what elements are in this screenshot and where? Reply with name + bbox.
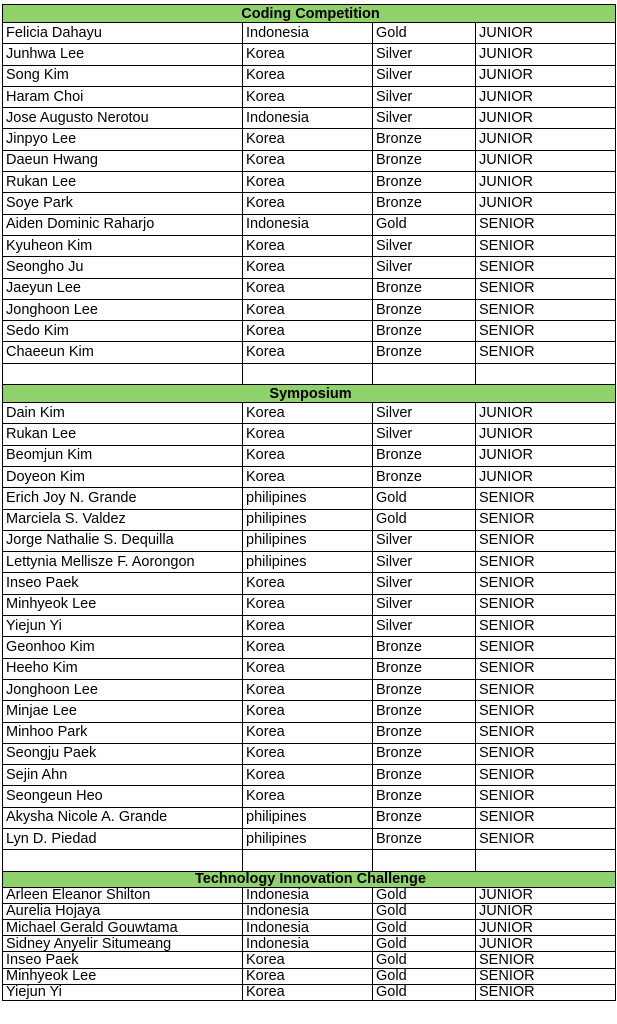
country-cell[interactable]: Indonesia	[243, 108, 373, 129]
medal-cell[interactable]: Gold	[373, 919, 476, 935]
medal-cell[interactable]: Silver	[373, 86, 476, 107]
division-cell[interactable]: SENIOR	[476, 552, 616, 573]
table-row	[3, 172, 616, 193]
table-row	[3, 765, 616, 786]
table-row	[3, 637, 616, 658]
division-cell[interactable]: JUNIOR	[476, 44, 616, 65]
empty-cell[interactable]	[243, 850, 373, 871]
table-row	[3, 257, 616, 278]
medal-cell[interactable]: Gold	[373, 984, 476, 1000]
medal-cell[interactable]: Silver	[373, 594, 476, 615]
name-cell[interactable]: Sidney Anyelir Situmeang	[3, 936, 243, 952]
name-cell[interactable]: Erich Joy N. Grande	[3, 488, 243, 509]
medal-cell[interactable]: Silver	[373, 235, 476, 256]
medal-cell[interactable]: Bronze	[373, 637, 476, 658]
section-1	[3, 385, 616, 872]
medal-cell[interactable]: Bronze	[373, 278, 476, 299]
medal-cell[interactable]: Bronze	[373, 807, 476, 828]
country-cell[interactable]: Korea	[243, 786, 373, 807]
name-cell[interactable]: Geonhoo Kim	[3, 637, 243, 658]
blank-row	[3, 363, 616, 384]
division-cell[interactable]: SENIOR	[476, 765, 616, 786]
name-cell[interactable]: Daeun Hwang	[3, 150, 243, 171]
country-cell[interactable]: Korea	[243, 722, 373, 743]
medal-cell[interactable]: Gold	[373, 952, 476, 968]
section-title[interactable]: Symposium	[3, 385, 616, 403]
division-cell[interactable]: JUNIOR	[476, 172, 616, 193]
division-cell[interactable]: SENIOR	[476, 278, 616, 299]
table-row	[3, 65, 616, 86]
country-cell[interactable]: Indonesia	[243, 936, 373, 952]
country-cell[interactable]: Korea	[243, 235, 373, 256]
country-cell[interactable]: Korea	[243, 65, 373, 86]
division-cell[interactable]: JUNIOR	[476, 403, 616, 424]
name-cell[interactable]: Kyuheon Kim	[3, 235, 243, 256]
medal-cell[interactable]: Bronze	[373, 722, 476, 743]
name-cell[interactable]: Soye Park	[3, 193, 243, 214]
empty-cell[interactable]	[476, 850, 616, 871]
name-cell[interactable]: Jonghoon Lee	[3, 299, 243, 320]
name-cell[interactable]: Arleen Eleanor Shilton	[3, 887, 243, 903]
division-cell[interactable]: JUNIOR	[476, 108, 616, 129]
division-cell[interactable]: SENIOR	[476, 701, 616, 722]
country-cell[interactable]: Korea	[243, 466, 373, 487]
name-cell[interactable]: Seongeun Heo	[3, 786, 243, 807]
division-cell[interactable]: JUNIOR	[476, 23, 616, 44]
medal-cell[interactable]: Gold	[373, 887, 476, 903]
division-cell[interactable]: SENIOR	[476, 743, 616, 764]
medal-cell[interactable]: Bronze	[373, 129, 476, 150]
medal-cell[interactable]: Bronze	[373, 466, 476, 487]
section-header-row	[3, 871, 616, 887]
medal-cell[interactable]: Gold	[373, 936, 476, 952]
name-cell[interactable]: Aurelia Hojaya	[3, 903, 243, 919]
table-row	[3, 193, 616, 214]
table-row	[3, 552, 616, 573]
table-row	[3, 573, 616, 594]
table-row	[3, 658, 616, 679]
medal-cell[interactable]: Silver	[373, 424, 476, 445]
table-row	[3, 488, 616, 509]
table-row	[3, 786, 616, 807]
country-cell[interactable]: Korea	[243, 445, 373, 466]
division-cell[interactable]: SENIOR	[476, 637, 616, 658]
name-cell[interactable]: Lettynia Mellisze F. Aorongon	[3, 552, 243, 573]
country-cell[interactable]: Indonesia	[243, 887, 373, 903]
division-cell[interactable]: JUNIOR	[476, 150, 616, 171]
table-row	[3, 424, 616, 445]
name-cell[interactable]: Jaeyun Lee	[3, 278, 243, 299]
table-row	[3, 828, 616, 849]
division-cell[interactable]: JUNIOR	[476, 466, 616, 487]
country-cell[interactable]: Korea	[243, 193, 373, 214]
table-row	[3, 722, 616, 743]
medal-cell[interactable]: Bronze	[373, 445, 476, 466]
name-cell[interactable]: Jinpyo Lee	[3, 129, 243, 150]
table-row	[3, 278, 616, 299]
table-row	[3, 887, 616, 903]
country-cell[interactable]: Korea	[243, 573, 373, 594]
section-title[interactable]: Technology Innovation Challenge	[3, 871, 616, 887]
medal-cell[interactable]: Bronze	[373, 786, 476, 807]
name-cell[interactable]: Junhwa Lee	[3, 44, 243, 65]
table-row	[3, 743, 616, 764]
country-cell[interactable]: Korea	[243, 44, 373, 65]
empty-cell[interactable]	[3, 363, 243, 384]
division-cell[interactable]: SENIOR	[476, 235, 616, 256]
empty-cell[interactable]	[476, 363, 616, 384]
table-row	[3, 919, 616, 935]
table-row	[3, 616, 616, 637]
name-cell[interactable]: Minjae Lee	[3, 701, 243, 722]
medal-cell[interactable]: Bronze	[373, 765, 476, 786]
country-cell[interactable]: Korea	[243, 743, 373, 764]
country-cell[interactable]: Korea	[243, 172, 373, 193]
spreadsheet-table	[2, 4, 616, 1001]
name-cell[interactable]: Marciela S. Valdez	[3, 509, 243, 530]
medal-cell[interactable]: Gold	[373, 509, 476, 530]
country-cell[interactable]: Korea	[243, 658, 373, 679]
medal-cell[interactable]: Silver	[373, 616, 476, 637]
division-cell[interactable]: SENIOR	[476, 214, 616, 235]
country-cell[interactable]: Korea	[243, 424, 373, 445]
name-cell[interactable]: Minhyeok Lee	[3, 968, 243, 984]
name-cell[interactable]: Sedo Kim	[3, 321, 243, 342]
table-row	[3, 299, 616, 320]
division-cell[interactable]: JUNIOR	[476, 129, 616, 150]
medal-cell[interactable]: Silver	[373, 573, 476, 594]
division-cell[interactable]: SENIOR	[476, 594, 616, 615]
table-row	[3, 214, 616, 235]
name-cell[interactable]: Jonghoon Lee	[3, 679, 243, 700]
division-cell[interactable]: SENIOR	[476, 658, 616, 679]
country-cell[interactable]: Korea	[243, 701, 373, 722]
division-cell[interactable]: JUNIOR	[476, 445, 616, 466]
name-cell[interactable]: Inseo Paek	[3, 573, 243, 594]
table-row	[3, 530, 616, 551]
name-cell[interactable]: Yiejun Yi	[3, 616, 243, 637]
table-row	[3, 466, 616, 487]
section-header-row	[3, 5, 616, 23]
medal-cell[interactable]: Gold	[373, 23, 476, 44]
name-cell[interactable]: Heeho Kim	[3, 658, 243, 679]
country-cell[interactable]: Korea	[243, 637, 373, 658]
table-row	[3, 594, 616, 615]
country-cell[interactable]: philipines	[243, 552, 373, 573]
name-cell[interactable]: Akysha Nicole A. Grande	[3, 807, 243, 828]
name-cell[interactable]: Michael Gerald Gouwtama	[3, 919, 243, 935]
division-cell[interactable]: SENIOR	[476, 616, 616, 637]
name-cell[interactable]: Doyeon Kim	[3, 466, 243, 487]
section-2	[3, 871, 616, 1000]
country-cell[interactable]: philipines	[243, 488, 373, 509]
country-cell[interactable]: Indonesia	[243, 919, 373, 935]
table-row	[3, 23, 616, 44]
medal-cell[interactable]: Silver	[373, 403, 476, 424]
blank-row	[3, 850, 616, 871]
country-cell[interactable]: Korea	[243, 299, 373, 320]
medal-cell[interactable]: Bronze	[373, 321, 476, 342]
division-cell[interactable]: SENIOR	[476, 321, 616, 342]
empty-cell[interactable]	[3, 850, 243, 871]
division-cell[interactable]: SENIOR	[476, 807, 616, 828]
medal-cell[interactable]: Bronze	[373, 828, 476, 849]
division-cell[interactable]: SENIOR	[476, 722, 616, 743]
table-row	[3, 509, 616, 530]
medal-cell[interactable]: Bronze	[373, 150, 476, 171]
name-cell[interactable]: Yiejun Yi	[3, 984, 243, 1000]
country-cell[interactable]: Korea	[243, 679, 373, 700]
table-row	[3, 807, 616, 828]
division-cell[interactable]: JUNIOR	[476, 903, 616, 919]
division-cell[interactable]: SENIOR	[476, 786, 616, 807]
table-row	[3, 952, 616, 968]
table-row	[3, 679, 616, 700]
division-cell[interactable]: JUNIOR	[476, 919, 616, 935]
medal-cell[interactable]: Silver	[373, 65, 476, 86]
name-cell[interactable]: Chaeeun Kim	[3, 342, 243, 363]
country-cell[interactable]: Korea	[243, 150, 373, 171]
empty-cell[interactable]	[243, 363, 373, 384]
medal-cell[interactable]: Bronze	[373, 299, 476, 320]
country-cell[interactable]: Korea	[243, 321, 373, 342]
division-cell[interactable]: JUNIOR	[476, 424, 616, 445]
medal-cell[interactable]: Silver	[373, 44, 476, 65]
table-row	[3, 984, 616, 1000]
name-cell[interactable]: Lyn D. Piedad	[3, 828, 243, 849]
country-cell[interactable]: Indonesia	[243, 23, 373, 44]
name-cell[interactable]: Sejin Ahn	[3, 765, 243, 786]
division-cell[interactable]: JUNIOR	[476, 86, 616, 107]
table-row	[3, 235, 616, 256]
country-cell[interactable]: Korea	[243, 257, 373, 278]
country-cell[interactable]: philipines	[243, 807, 373, 828]
medal-cell[interactable]: Bronze	[373, 701, 476, 722]
medal-cell[interactable]: Bronze	[373, 743, 476, 764]
medal-cell[interactable]: Gold	[373, 214, 476, 235]
division-cell[interactable]: SENIOR	[476, 828, 616, 849]
medal-cell[interactable]: Gold	[373, 903, 476, 919]
medal-cell[interactable]: Bronze	[373, 658, 476, 679]
medal-cell[interactable]: Silver	[373, 108, 476, 129]
division-cell[interactable]: SENIOR	[476, 530, 616, 551]
medal-cell[interactable]: Silver	[373, 257, 476, 278]
name-cell[interactable]: Seongju Paek	[3, 743, 243, 764]
division-cell[interactable]: SENIOR	[476, 573, 616, 594]
name-cell[interactable]: Seongho Ju	[3, 257, 243, 278]
name-cell[interactable]: Beomjun Kim	[3, 445, 243, 466]
table-row	[3, 445, 616, 466]
country-cell[interactable]: Korea	[243, 129, 373, 150]
section-0	[3, 5, 616, 385]
name-cell[interactable]: Inseo Paek	[3, 952, 243, 968]
section-title[interactable]: Coding Competition	[3, 5, 616, 23]
division-cell[interactable]: SENIOR	[476, 257, 616, 278]
table-row	[3, 701, 616, 722]
country-cell[interactable]: Korea	[243, 968, 373, 984]
country-cell[interactable]: Korea	[243, 278, 373, 299]
name-cell[interactable]: Jose Augusto Nerotou	[3, 108, 243, 129]
division-cell[interactable]: SENIOR	[476, 679, 616, 700]
table-row	[3, 403, 616, 424]
table-row	[3, 321, 616, 342]
country-cell[interactable]: philipines	[243, 530, 373, 551]
division-cell[interactable]: JUNIOR	[476, 936, 616, 952]
medal-cell[interactable]: Bronze	[373, 172, 476, 193]
table-row	[3, 342, 616, 363]
name-cell[interactable]: Haram Choi	[3, 86, 243, 107]
medal-cell[interactable]: Bronze	[373, 679, 476, 700]
country-cell[interactable]: philipines	[243, 828, 373, 849]
medal-cell[interactable]: Bronze	[373, 342, 476, 363]
medal-cell[interactable]: Gold	[373, 968, 476, 984]
country-cell[interactable]: Korea	[243, 594, 373, 615]
division-cell[interactable]: SENIOR	[476, 299, 616, 320]
country-cell[interactable]: Korea	[243, 984, 373, 1000]
table-row	[3, 936, 616, 952]
division-cell[interactable]: SENIOR	[476, 968, 616, 984]
division-cell[interactable]: JUNIOR	[476, 887, 616, 903]
name-cell[interactable]: Felicia Dahayu	[3, 23, 243, 44]
country-cell[interactable]: Korea	[243, 616, 373, 637]
name-cell[interactable]: Rukan Lee	[3, 424, 243, 445]
country-cell[interactable]: Korea	[243, 403, 373, 424]
table-row	[3, 129, 616, 150]
name-cell[interactable]: Minhoo Park	[3, 722, 243, 743]
empty-cell[interactable]	[373, 850, 476, 871]
division-cell[interactable]: SENIOR	[476, 488, 616, 509]
country-cell[interactable]: Korea	[243, 342, 373, 363]
table-row	[3, 968, 616, 984]
division-cell[interactable]: JUNIOR	[476, 193, 616, 214]
name-cell[interactable]: Dain Kim	[3, 403, 243, 424]
medal-cell[interactable]: Gold	[373, 488, 476, 509]
division-cell[interactable]: JUNIOR	[476, 65, 616, 86]
table-row	[3, 903, 616, 919]
name-cell[interactable]: Aiden Dominic Raharjo	[3, 214, 243, 235]
table-row	[3, 108, 616, 129]
country-cell[interactable]: Korea	[243, 86, 373, 107]
country-cell[interactable]: Korea	[243, 952, 373, 968]
table-row	[3, 150, 616, 171]
country-cell[interactable]: Indonesia	[243, 214, 373, 235]
country-cell[interactable]: Indonesia	[243, 903, 373, 919]
division-cell[interactable]: SENIOR	[476, 952, 616, 968]
division-cell[interactable]: SENIOR	[476, 342, 616, 363]
table-row	[3, 44, 616, 65]
name-cell[interactable]: Rukan Lee	[3, 172, 243, 193]
name-cell[interactable]: Minhyeok Lee	[3, 594, 243, 615]
country-cell[interactable]: Korea	[243, 765, 373, 786]
medal-cell[interactable]: Silver	[373, 530, 476, 551]
section-header-row	[3, 385, 616, 403]
division-cell[interactable]: SENIOR	[476, 509, 616, 530]
name-cell[interactable]: Song Kim	[3, 65, 243, 86]
division-cell[interactable]: SENIOR	[476, 984, 616, 1000]
name-cell[interactable]: Jorge Nathalie S. Dequilla	[3, 530, 243, 551]
medal-cell[interactable]: Bronze	[373, 193, 476, 214]
table-row	[3, 86, 616, 107]
country-cell[interactable]: philipines	[243, 509, 373, 530]
empty-cell[interactable]	[373, 363, 476, 384]
medal-cell[interactable]: Silver	[373, 552, 476, 573]
